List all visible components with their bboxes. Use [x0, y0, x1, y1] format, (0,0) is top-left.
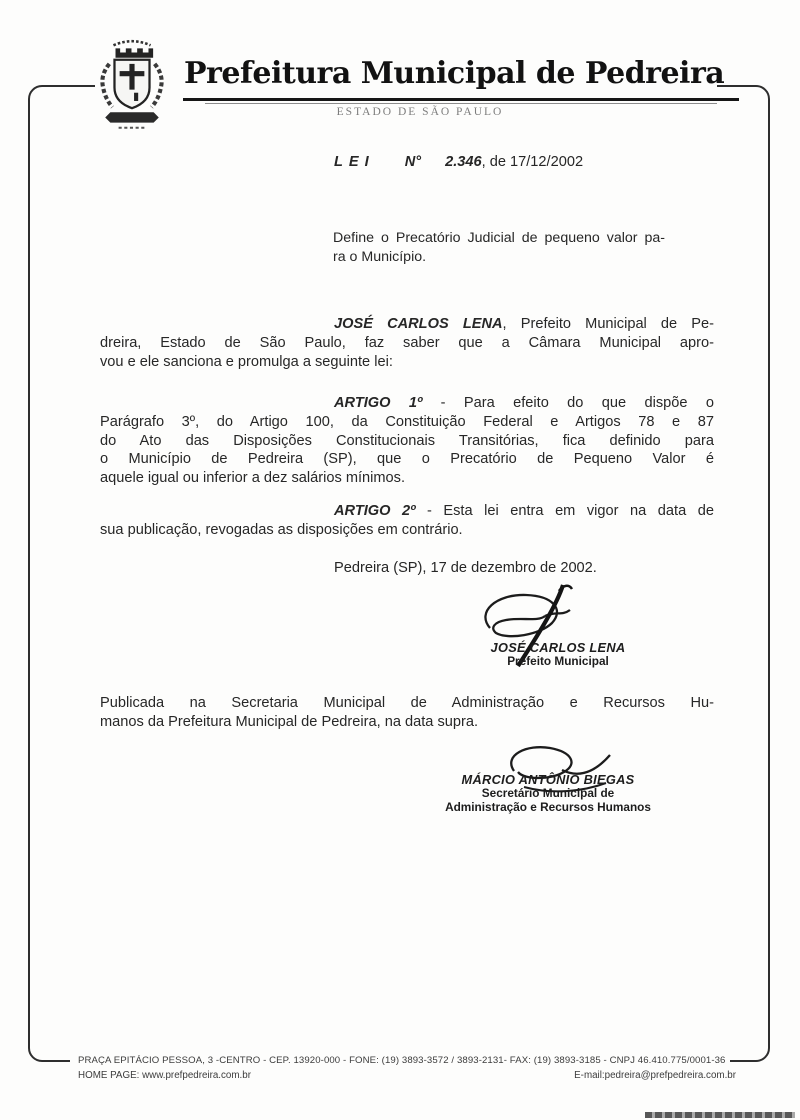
prefeito-name: JOSÉ CARLOS LENA	[334, 316, 503, 332]
law-heading	[334, 154, 583, 170]
page-title: Prefeitura Municipal de Pedreira	[184, 56, 725, 91]
dateline: Pedreira (SP), 17 de dezembro de 2002.	[334, 560, 597, 576]
signature-name: MÁRCIO ANTÔNIO BIEGAS	[461, 772, 635, 787]
artigo-1-line: aquele igual ou inferior a dez salários mínimos.	[100, 470, 406, 487]
preamble-line: vou e ele sanciona e promulga a seguinte lei:	[100, 353, 393, 370]
artigo-1-line: do Ato das Disposições Constitucionais Transitórias, fica definido para	[100, 432, 714, 449]
signature-role: Prefeito Municipal	[507, 654, 609, 668]
footer-homepage-label: HOME PAGE:	[78, 1070, 140, 1081]
coat-of-arms-icon	[98, 36, 166, 134]
scan-artifact-bar	[645, 1112, 795, 1118]
footer-address-line: PRAÇA EPITÁCIO PESSOA, 3 -CENTRO - CEP. 13920-000 - FONE: (19) 3893-3572 / 3893-2131- FAX: (19) 3893-3185 - CNPJ 46.410.775/0001-36	[78, 1055, 726, 1066]
law-summary	[333, 229, 665, 267]
publication-line: Publicada na Secretaria Municipal de Administração e Recursos Hu-	[100, 695, 714, 711]
signature-role: Secretário Municipal de	[481, 786, 615, 800]
preamble-line: dreira, Estado de São Paulo, faz saber que a Câmara Municipal apro-	[100, 334, 714, 351]
footer-homepage-url: www.prefpedreira.com.br	[142, 1070, 251, 1081]
artigo-2-first-line	[100, 502, 714, 521]
artigo-1-first-line	[100, 394, 714, 413]
artigo-2-paragraph	[100, 502, 714, 540]
artigo-1-line: Parágrafo 3º, do Artigo 100, da Constituição Federal e Artigos 78 e 87	[100, 413, 714, 430]
artigo-1-label: ARTIGO 1º	[334, 395, 423, 411]
law-number-symbol: N°	[404, 154, 422, 170]
preamble-rest: , Prefeito Municipal de Pe-	[502, 316, 715, 332]
artigo-2-line: sua publicação, revogadas as disposições em contrário.	[100, 521, 463, 538]
footer-links-line	[78, 1070, 736, 1081]
law-date: , de 17/12/2002	[481, 154, 584, 170]
header-rule-thin	[205, 103, 717, 104]
preamble-first-line	[100, 315, 714, 334]
publication-line: manos da Prefeitura Municipal de Pedreira, na data supra.	[100, 713, 479, 730]
footer-homepage	[78, 1070, 251, 1081]
artigo-1-line: o Município de Pedreira (SP), que o Precatório de Pequeno Valor é	[100, 451, 714, 468]
law-label: LEI	[334, 154, 375, 170]
header-subtitle: ESTADO DE SÃO PAULO	[336, 106, 504, 118]
publication-paragraph	[100, 694, 714, 732]
law-number: 2.346	[445, 154, 482, 170]
preamble-paragraph	[100, 315, 714, 371]
artigo-2-rest: - Esta lei entra em vigor na data de	[415, 503, 714, 519]
artigo-1-paragraph	[100, 394, 714, 488]
artigo-2-label: ARTIGO 2º	[334, 503, 416, 519]
footer-email: E-mail:pedreira@prefpedreira.com.br	[574, 1070, 736, 1081]
signature-block-secretario	[418, 772, 678, 814]
signature-name: JOSÉ CARLOS LENA	[490, 640, 626, 655]
signature-role: Administração e Recursos Humanos	[445, 799, 651, 814]
summary-line: Define o Precatório Judicial de pequeno valor pa-	[333, 230, 665, 246]
artigo-1-rest: - Para efeito do que dispõe o	[422, 395, 714, 411]
header-rule-thick	[183, 98, 739, 101]
signature-block-prefeito	[448, 640, 668, 669]
summary-line: ra o Município.	[333, 248, 427, 265]
